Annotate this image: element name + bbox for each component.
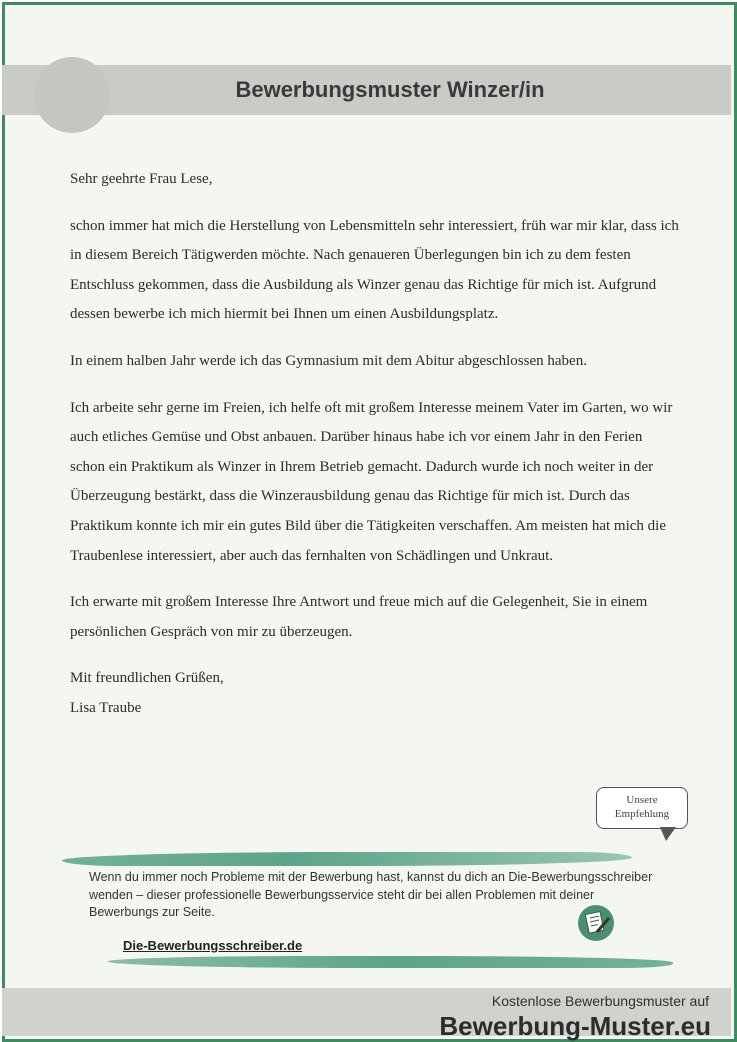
recommendation-bubble	[596, 787, 688, 829]
letter-salutation: Sehr geehrte Frau Lese,	[70, 171, 213, 187]
footer-site-name[interactable]: Bewerbung-Muster.eu	[439, 1011, 711, 1041]
page-title: Bewerbungsmuster Winzer/in	[235, 77, 545, 102]
letter-paragraph-1: schon immer hat mich die Herstellung von Lebensmitteln sehr interessiert, früh war mir klar, dass ich in diesem Bereich Tätigwerden möchte. Nach genaueren Überlegungen bin ich zu dem festen Entschluss gekommen, dass die Ausbildung als Winzer genau das Richtige für mich ist. Aufgrund dessen bewerbe ich mich hiermit bei Ihnen um einen Ausbildungsplatz.	[70, 217, 679, 323]
promo-text: Wenn du immer noch Probleme mit der Bewerbung hast, kannst du dich an Die-Bewerbungsschreiber wenden – dieser professionelle Bewerbungsservice steht dir bei allen Problemen mit deiner Bewerbungs zur Seite.	[89, 870, 653, 919]
letter-closing: Mit freundlichen Grüßen,	[70, 670, 224, 687]
letter-body	[70, 165, 680, 724]
letter-paragraph-4: Ich erwarte mit großem Interesse Ihre Antwort und freue mich auf die Gelegenheit, Sie in einem persönlichen Gespräch von mir zu überzeugen.	[70, 594, 648, 640]
bubble-tail	[660, 827, 676, 841]
promo-link[interactable]: Die-Bewerbungsschreiber.de	[123, 938, 303, 953]
pen-paper-icon	[578, 905, 614, 941]
footer-line-1: Kostenlose Bewerbungsmuster auf	[491, 993, 709, 1009]
letter-paragraph-2: In einem halben Jahr werde ich das Gymnasium mit dem Abitur abgeschlossen haben.	[70, 352, 587, 369]
brush-stroke-bottom	[108, 956, 673, 968]
letter-signature: Lisa Traube	[70, 699, 142, 716]
bubble-line-1: Unsere	[626, 794, 658, 806]
title-circle-decoration	[34, 57, 110, 133]
letter-paragraph-3: Ich arbeite sehr gerne im Freien, ich helfe oft mit großem Interesse meinem Vater im Garten, wo wir auch etliches Gemüse und Obst anbauen. Darüber hinaus habe ich vor einem Jahr in den Ferien schon ein Praktikum als Winzer in Ihrem Betrieb gemacht. Dadurch wurde ich noch weiter in der Überzeugung bestärkt, dass die Winzerausbildung genau das Richtige für mich ist. Durch das Praktikum konnte ich mir ein gutes Bild über die Tätigkeiten verschaffen. Am meisten hat mich die Traubenlese interessiert, aber auch das fernhalten von Schädlingen und Unkraut.	[70, 399, 673, 564]
bubble-line-2: Empfehlung	[614, 808, 670, 820]
